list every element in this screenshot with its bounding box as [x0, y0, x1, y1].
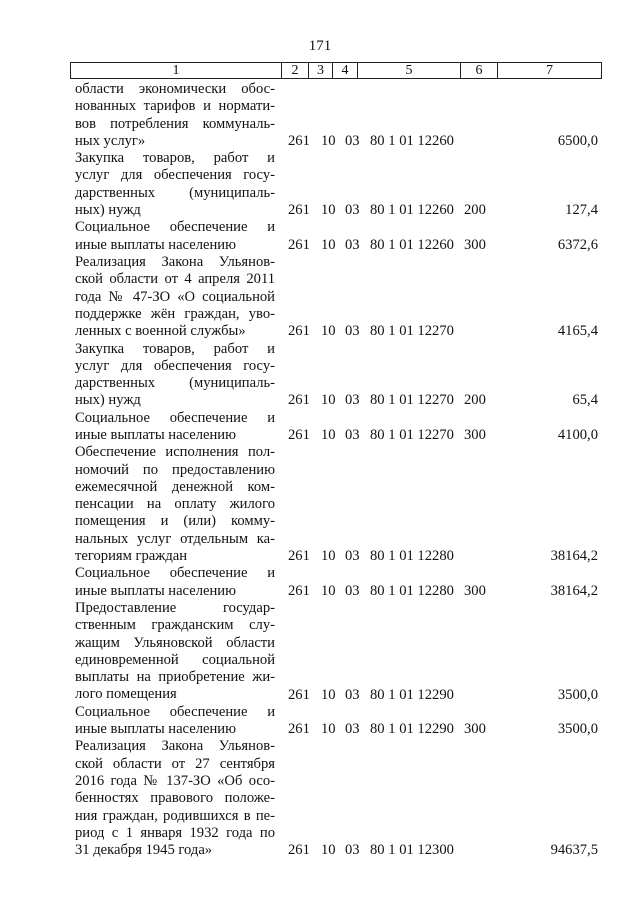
cell-c2: 261 [288, 392, 310, 409]
column-header-row [70, 62, 602, 79]
cell-c4: 03 [345, 686, 360, 703]
cell-c2: 261 [288, 236, 310, 253]
row-description [75, 341, 275, 410]
cell-c5: 80 1 01 12280 [370, 582, 454, 599]
cell-c4: 03 [345, 548, 360, 565]
description-line: Реализация Закона Ульянов- [75, 738, 275, 755]
cell-c7: 6500,0 [557, 132, 598, 149]
table-row [0, 81, 640, 150]
description-line: ных услуг» [75, 132, 146, 149]
header-col-4: 4 [332, 63, 357, 78]
cell-c3: 10 [321, 236, 336, 253]
header-col-3: 3 [308, 63, 332, 78]
table-row [0, 254, 640, 341]
description-line: бенностях правового положе- [75, 790, 275, 807]
description-line: Социальное обеспечение и [75, 565, 275, 582]
description-line: иные выплаты населению [75, 236, 236, 253]
description-line: 2016 года № 137-ЗО «Об осо- [75, 772, 275, 789]
cell-c3: 10 [321, 323, 336, 340]
description-line: иные выплаты населению [75, 582, 236, 599]
cell-c7: 127,4 [565, 202, 598, 219]
cell-c5: 80 1 01 12270 [370, 426, 454, 443]
cell-c3: 10 [321, 548, 336, 565]
cell-c5: 80 1 01 12280 [370, 548, 454, 565]
description-line: пенсации на оплату жилого [75, 496, 275, 513]
cell-c6: 200 [464, 392, 486, 409]
row-description [75, 150, 275, 219]
description-line: иные выплаты населению [75, 721, 236, 738]
cell-c2: 261 [288, 582, 310, 599]
table-row [0, 444, 640, 565]
cell-c5: 80 1 01 12270 [370, 392, 454, 409]
description-line: лого помещения [75, 686, 177, 703]
description-line: услуг для обеспечения госу- [75, 357, 275, 374]
cell-c6: 300 [464, 426, 486, 443]
table-row [0, 341, 640, 410]
cell-c7: 3500,0 [557, 721, 598, 738]
cell-c4: 03 [345, 236, 360, 253]
row-description [75, 219, 275, 254]
cell-c7: 6372,6 [557, 236, 598, 253]
cell-c6: 300 [464, 582, 486, 599]
description-line: нальных услуг отдельным ка- [75, 530, 275, 547]
cell-c2: 261 [288, 686, 310, 703]
cell-c2: 261 [288, 202, 310, 219]
cell-c5: 80 1 01 12260 [370, 202, 454, 219]
cell-c3: 10 [321, 721, 336, 738]
description-line: Социальное обеспечение и [75, 703, 275, 720]
description-line: дарственных (муниципаль- [75, 184, 275, 201]
cell-c5: 80 1 01 12270 [370, 323, 454, 340]
description-line: жащим Ульяновской области [75, 634, 275, 651]
description-line: ных) нужд [75, 202, 141, 219]
cell-c5: 80 1 01 12300 [370, 842, 454, 859]
cell-c3: 10 [321, 426, 336, 443]
cell-c2: 261 [288, 842, 310, 859]
cell-c4: 03 [345, 202, 360, 219]
cell-c6: 300 [464, 236, 486, 253]
cell-c3: 10 [321, 202, 336, 219]
description-line: ской области от 27 сентября [75, 755, 275, 772]
table-row [0, 565, 640, 600]
row-description [75, 410, 275, 445]
description-line: Реализация Закона Ульянов- [75, 254, 275, 270]
page-number: 171 [308, 38, 332, 54]
cell-c3: 10 [321, 132, 336, 149]
cell-c5: 80 1 01 12290 [370, 686, 454, 703]
cell-c7: 94637,5 [550, 842, 598, 859]
table-row [0, 150, 640, 219]
description-line: ленных с военной службы» [75, 323, 246, 340]
description-line: ской области от 4 апреля 2011 [75, 271, 275, 288]
description-line: ных) нужд [75, 392, 141, 409]
description-line: года № 47-ЗО «О социальной [75, 288, 275, 305]
cell-c4: 03 [345, 392, 360, 409]
cell-c2: 261 [288, 426, 310, 443]
row-description [75, 600, 275, 704]
description-line: риод с 1 января 1932 года по [75, 824, 275, 841]
row-description [75, 444, 275, 565]
table-row [0, 410, 640, 445]
cell-c3: 10 [321, 686, 336, 703]
description-line: номочий по предоставлению [75, 461, 275, 478]
cell-c4: 03 [345, 323, 360, 340]
description-line: услуг для обеспечения госу- [75, 167, 275, 184]
cell-c5: 80 1 01 12290 [370, 721, 454, 738]
description-line: Закупка товаров, работ и [75, 150, 275, 167]
table-row [0, 704, 640, 739]
description-line: дарственных (муниципаль- [75, 375, 275, 392]
header-col-1: 1 [172, 63, 180, 78]
cell-c7: 38164,2 [550, 582, 598, 599]
description-line: выплаты на приобретение жи- [75, 669, 275, 686]
row-description [75, 738, 275, 859]
cell-c4: 03 [345, 842, 360, 859]
cell-c6: 300 [464, 721, 486, 738]
description-line: области экономически обос- [75, 81, 275, 97]
row-description [75, 254, 275, 340]
table-row [0, 600, 640, 704]
row-description [75, 81, 275, 150]
description-line: единовременной социальной [75, 651, 275, 668]
description-line: 31 декабря 1945 года» [75, 842, 213, 859]
cell-c7: 4100,0 [557, 426, 598, 443]
cell-c7: 4165,4 [557, 323, 598, 340]
header-col-5: 5 [357, 63, 460, 78]
cell-c6: 200 [464, 202, 486, 219]
row-description [75, 565, 275, 600]
header-col-7: 7 [497, 63, 601, 78]
description-line: вов потребления коммуналь- [75, 115, 275, 132]
description-line: Закупка товаров, работ и [75, 340, 275, 357]
description-line: ственным гражданским слу- [75, 617, 275, 634]
description-line: тегориям граждан [75, 548, 188, 565]
cell-c4: 03 [345, 132, 360, 149]
table-row [0, 738, 640, 859]
table-row [0, 219, 640, 254]
cell-c2: 261 [288, 548, 310, 565]
cell-c5: 80 1 01 12260 [370, 236, 454, 253]
cell-c7: 3500,0 [557, 686, 598, 703]
cell-c3: 10 [321, 392, 336, 409]
description-line: помещения и (или) комму- [75, 513, 275, 530]
description-line: ежемесячной денежной ком- [75, 478, 275, 495]
description-line: нованных тарифов и нормати- [75, 98, 275, 115]
cell-c4: 03 [345, 426, 360, 443]
row-description [75, 704, 275, 739]
description-line: иные выплаты населению [75, 426, 236, 443]
header-col-2: 2 [281, 63, 308, 78]
cell-c2: 261 [288, 132, 310, 149]
description-line: Социальное обеспечение и [75, 409, 275, 426]
cell-c2: 261 [288, 323, 310, 340]
cell-c5: 80 1 01 12260 [370, 132, 454, 149]
cell-c7: 38164,2 [550, 548, 598, 565]
description-line: Предоставление государ- [75, 600, 275, 616]
description-line: Обеспечение исполнения пол- [75, 444, 275, 461]
cell-c2: 261 [288, 721, 310, 738]
cell-c3: 10 [321, 582, 336, 599]
description-line: ния граждан, родившихся в пе- [75, 807, 275, 824]
description-line: Социальное обеспечение и [75, 219, 275, 236]
description-line: поддержке жён граждан, уво- [75, 305, 275, 322]
cell-c4: 03 [345, 721, 360, 738]
cell-c7: 65,4 [572, 392, 598, 409]
header-col-6: 6 [460, 63, 497, 78]
cell-c4: 03 [345, 582, 360, 599]
cell-c3: 10 [321, 842, 336, 859]
